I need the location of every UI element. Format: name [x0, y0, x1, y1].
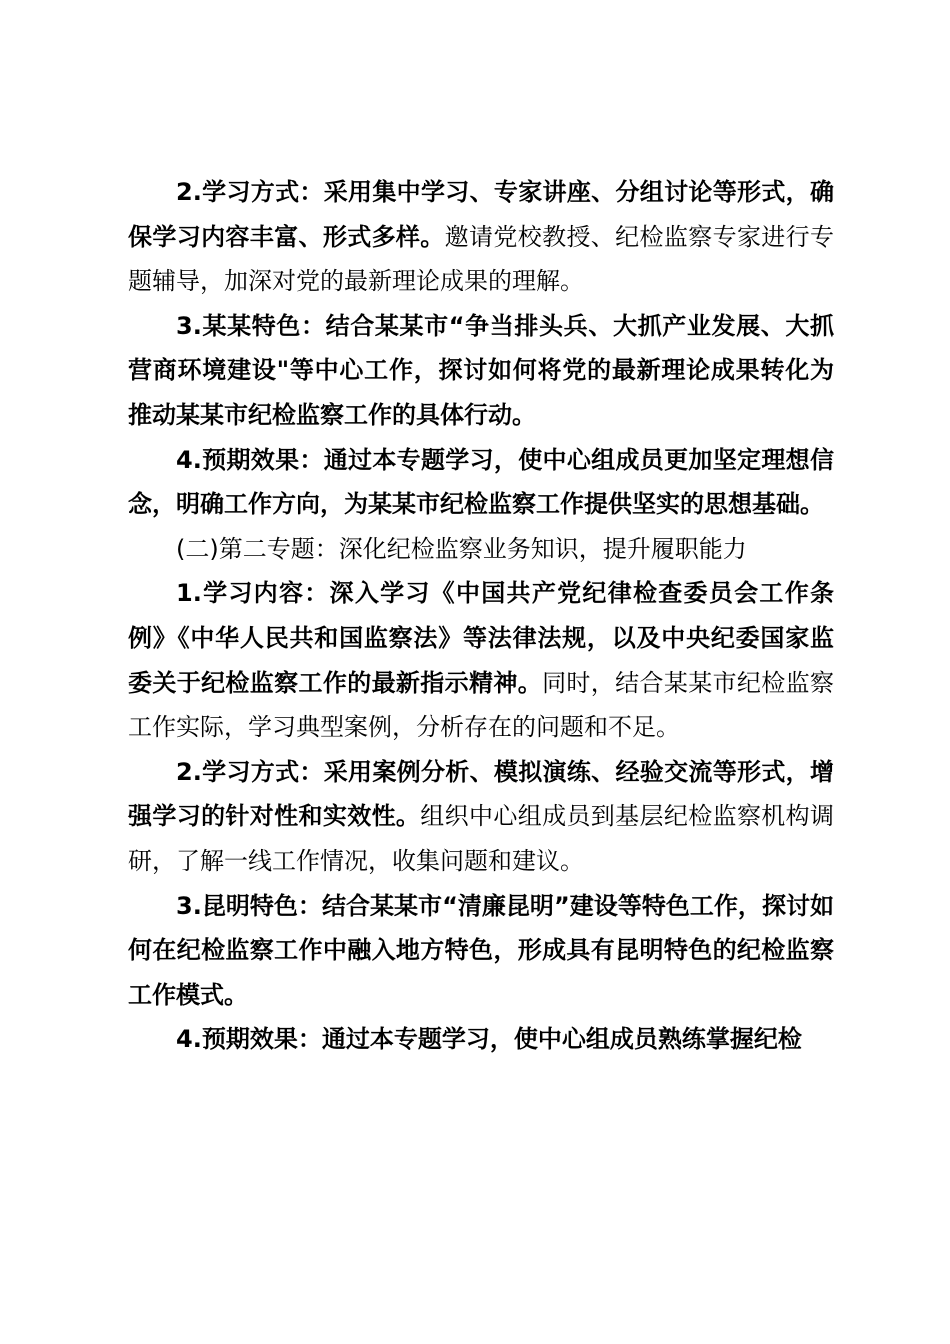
paragraph-bold-text: 3.某某特色：结合某某市“争当排头兵、大抓产业发展、大抓营商环境建设"等中心工作，探讨如何将党的最新理论成果转化为推动某某市纪检监察工作的具体行动。	[128, 311, 834, 429]
paragraph-normal-text: 同时，结合某某市纪检监察工作实际，学习典型案例，分析存在的问题和不足。	[128, 668, 835, 742]
paragraph-bold-text: 2.学习方式：采用集中学习、专家讲座、分组讨论等形式，确保学习内容丰富、形式多样。	[128, 178, 834, 251]
paragraph-normal-text: 邀请党校教授、纪检监察专家进行专题辅导，加深对党的最新理论成果的理解。	[128, 222, 835, 296]
paragraph-bold-text: 1.学习内容：深入学习《中国共产党纪律检查委员会工作条例》《中华人民共和国监察法》等法律法规，以及中央纪委国家监委关于纪检监察工作的最新指示精神。	[128, 579, 834, 697]
paragraph-normal-text: 组织中心组成员到基层纪检监察机构调研，了解一线工作情况，收集问题和建议。	[128, 802, 835, 875]
document-body	[128, 170, 834, 1062]
paragraph-bold-text: 4.预期效果：通过本专题学习，使中心组成员更加坚定理想信念，明确工作方向，为某某市纪检监察工作提供坚实的思想基础。	[128, 445, 834, 519]
paragraph-study-method-1	[128, 170, 834, 304]
paragraph-expected-effect-1	[128, 438, 834, 527]
paragraph-study-content-2	[128, 571, 834, 749]
paragraph-local-feature-1	[128, 304, 834, 438]
paragraph-local-feature-2	[128, 884, 834, 1018]
paragraph-normal-text: (二)第二专题：深化纪检监察业务知识，提升履职能力	[176, 534, 747, 563]
paragraph-bold-text: 2.学习方式：采用案例分析、模拟演练、经验交流等形式，增强学习的针对性和实效性。	[128, 757, 834, 831]
paragraph-bold-text: 3.昆明特色：结合某某市“清廉昆明”建设等特色工作，探讨如何在纪检监察工作中融入地方特色，形成具有昆明特色的纪检监察工作模式。	[128, 891, 834, 1009]
paragraph-expected-effect-2	[128, 1017, 834, 1062]
paragraph-study-method-2	[128, 750, 834, 884]
section-heading-topic-2	[128, 527, 834, 572]
paragraph-bold-text: 4.预期效果：通过本专题学习，使中心组成员熟练掌握纪检	[176, 1025, 802, 1054]
